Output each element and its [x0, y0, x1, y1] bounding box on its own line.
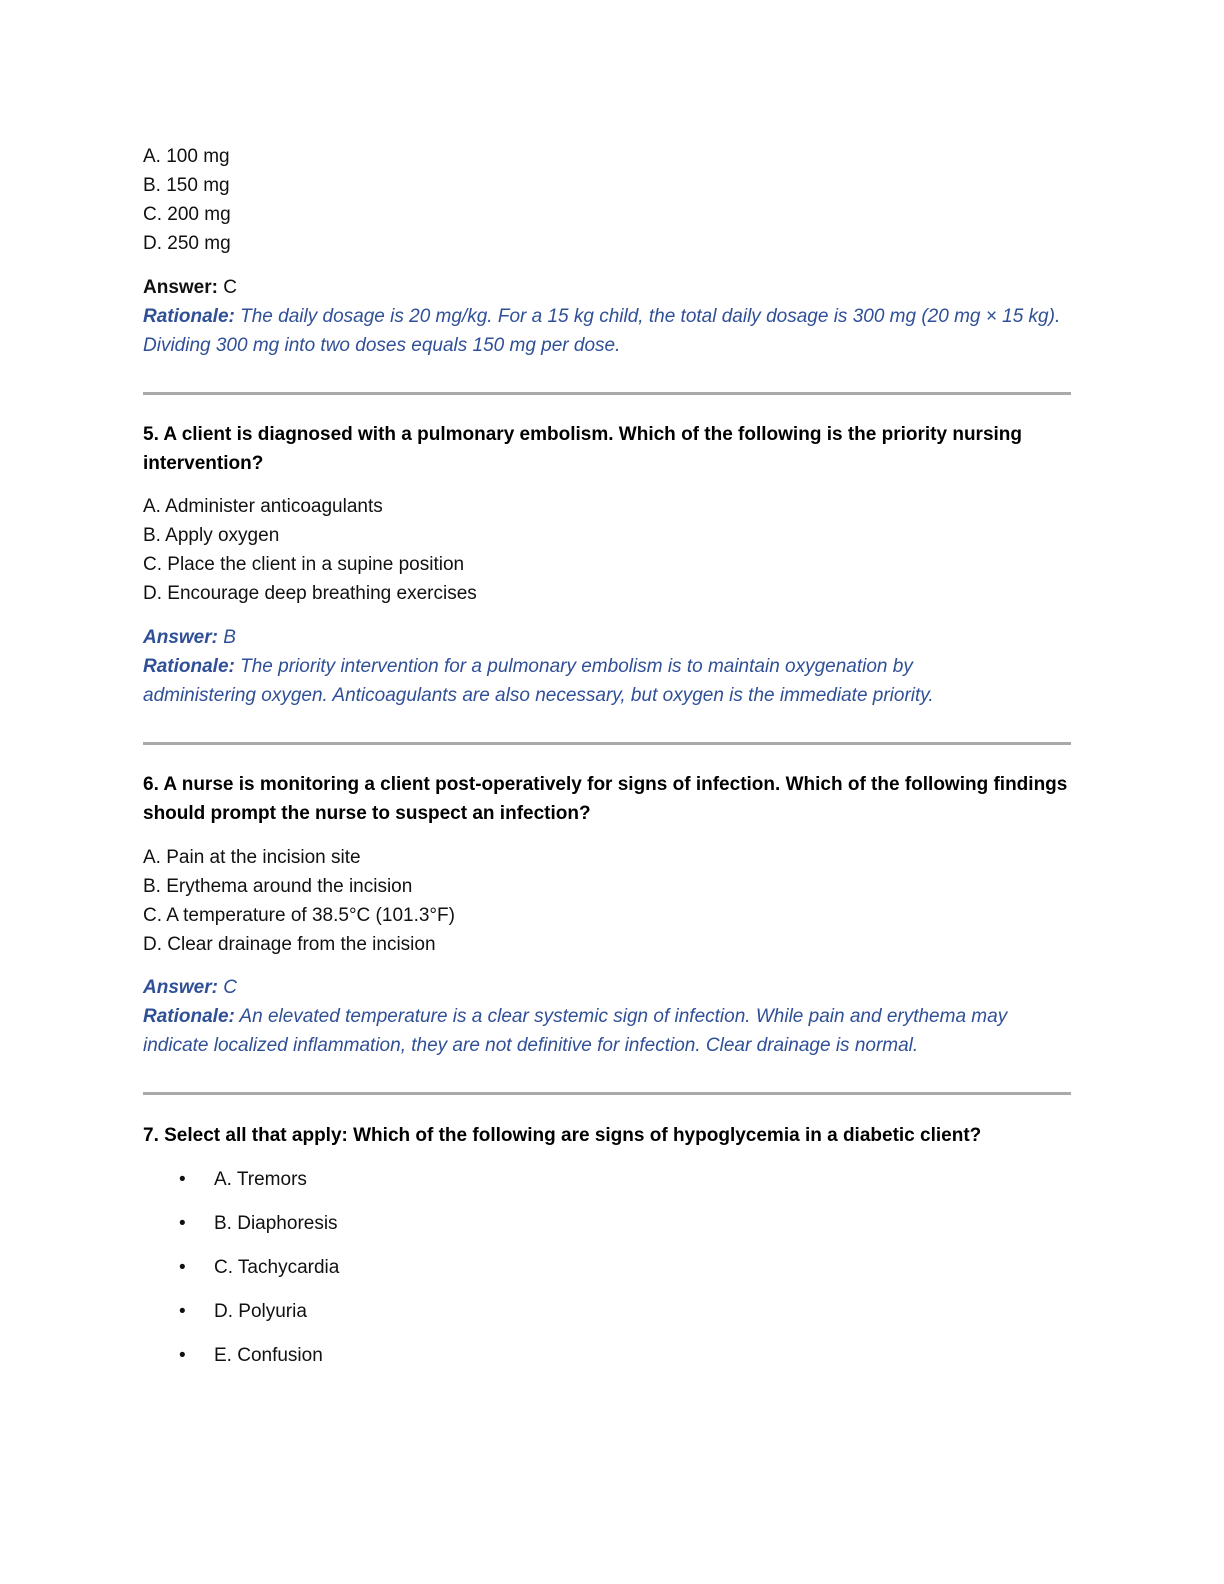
bullet-icon: •: [179, 1345, 186, 1366]
q5-answer-label: Answer:: [143, 627, 218, 648]
q7-option-b: B. Diaphoresis: [214, 1213, 338, 1234]
q4-answer: [143, 273, 237, 302]
q6-answer-value: C: [217, 977, 237, 998]
q6-rationale-text: An elevated temperature is a clear systemic sign of infection. While pain and erythema may indicate localized inflammation, they are not definitive for infection. Clear drainage is normal.: [143, 1006, 1008, 1056]
q5-rationale: [143, 652, 1003, 710]
q4-option-d: D. 250 mg: [143, 233, 231, 254]
q4-answer-value: C: [217, 277, 237, 298]
q7-question: 7. Select all that apply: Which of the following are signs of hypoglycemia in a diabetic client?: [143, 1125, 982, 1146]
q5-option-c: C. Place the client in a supine position: [143, 554, 465, 575]
q4-option-a: A. 100 mg: [143, 146, 230, 167]
q4-options: [143, 142, 231, 258]
q7-option-c: C. Tachycardia: [214, 1257, 340, 1278]
q6-rationale-label: Rationale:: [143, 1006, 235, 1027]
q5-answer-value: B: [217, 627, 236, 648]
divider-1: [143, 392, 1071, 395]
q5-option-d: D. Encourage deep breathing exercises: [143, 583, 477, 604]
q5-answer: [143, 623, 236, 652]
q6-option-d: D. Clear drainage from the incision: [143, 934, 436, 955]
bullet-icon: •: [179, 1213, 186, 1234]
q6-answer-label: Answer:: [143, 977, 218, 998]
q5-rationale-label: Rationale:: [143, 656, 235, 677]
q6-option-b: B. Erythema around the incision: [143, 876, 413, 897]
q5-rationale-text: The priority intervention for a pulmonary embolism is to maintain oxygenation by administering oxygen. Anticoagulants are also necessary, but oxygen is the immediate priority.: [143, 656, 934, 706]
q4-option-b: B. 150 mg: [143, 175, 230, 196]
q5-options: [143, 492, 477, 608]
q5-question: 5. A client is diagnosed with a pulmonary embolism. Which of the following is the priority nursing intervention?: [143, 424, 1023, 474]
q4-rationale-label: Rationale:: [143, 306, 235, 327]
q6-options: [143, 843, 455, 959]
divider-3: [143, 1092, 1071, 1095]
list-item: [143, 1297, 843, 1326]
bullet-icon: •: [179, 1301, 186, 1322]
q6-rationale: [143, 1002, 1063, 1060]
q4-answer-label: Answer:: [143, 277, 218, 298]
list-item: [143, 1209, 843, 1238]
divider-2: [143, 742, 1071, 745]
bullet-icon: •: [179, 1169, 186, 1190]
q4-rationale: [143, 302, 1071, 360]
q7-option-d: D. Polyuria: [214, 1301, 307, 1322]
q4-option-c: C. 200 mg: [143, 204, 231, 225]
list-item: [143, 1253, 843, 1282]
q7-options-list: [143, 1165, 843, 1370]
list-item: [143, 1165, 843, 1194]
q6-option-a: A. Pain at the incision site: [143, 847, 361, 868]
q4-rationale-text: The daily dosage is 20 mg/kg. For a 15 kg child, the total daily dosage is 300 mg (20 mg × 15 kg). Dividing 300 mg into two doses equals 150 mg per dose.: [143, 306, 1061, 356]
q7-option-e: E. Confusion: [214, 1345, 323, 1366]
q5-option-b: B. Apply oxygen: [143, 525, 280, 546]
q5-option-a: A. Administer anticoagulants: [143, 496, 383, 517]
q7-option-a: A. Tremors: [214, 1169, 307, 1190]
list-item: [143, 1341, 843, 1370]
q6-answer: [143, 973, 237, 1002]
bullet-icon: •: [179, 1257, 186, 1278]
q6-question: 6. A nurse is monitoring a client post-operatively for signs of infection. Which of the following findings should prompt the nurse to suspect an infection?: [143, 774, 1068, 824]
q6-option-c: C. A temperature of 38.5°C (101.3°F): [143, 905, 455, 926]
